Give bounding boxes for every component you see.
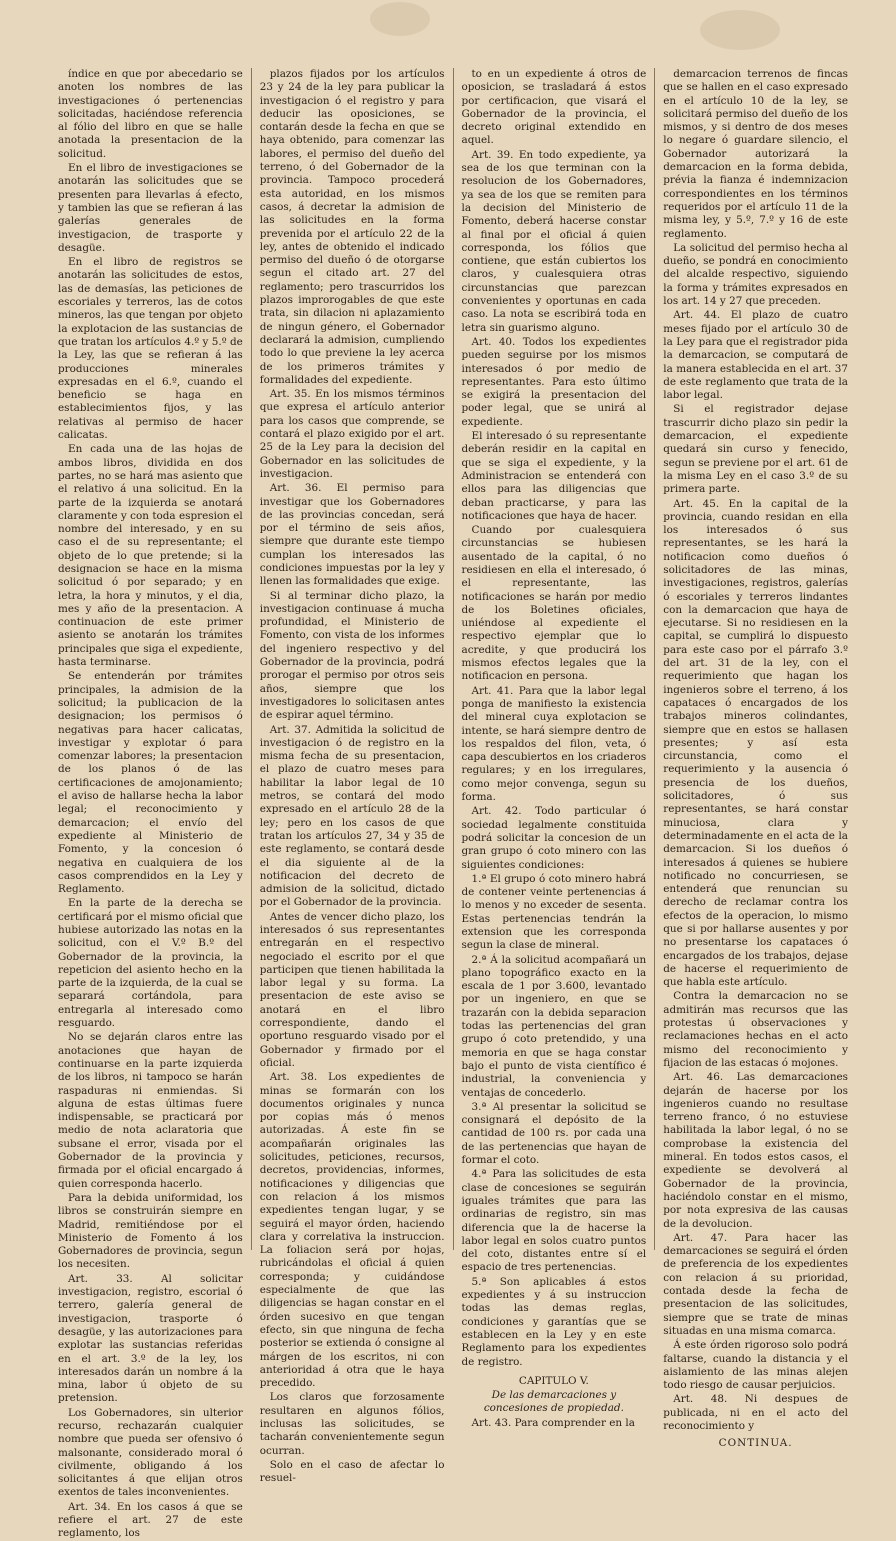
paragraph: En la parte de la derecha se certificará por el mismo oficial que hubiese autorizado las notas en la solicitud, con el V.º B.º del Gobernador de la provincia, la repeticion del asiento hecho en la parte de la izquierda, de la cual se separará cortándola, para entregarla al interesado como resguardo. <box>58 897 243 1030</box>
paragraph: Á este órden rigoroso solo podrá faltarse, cuando la distancia y el aislamiento de las minas alejen todo riesgo de causar perjuicios. <box>663 1339 848 1392</box>
chapter-subtitle: De las demarcaciones y concesiones de propiedad. <box>483 1389 624 1415</box>
paragraph: Art. 36. El permiso para investigar que los Gobernadores de las provincias concedan, será por el término de seis años, siempre que durante este tiempo cumplan los interesados las condiciones impuestas por la ley y llenen las formalidades que exige. <box>259 482 445 588</box>
paragraph: Art. 44. El plazo de cuatro meses fijado por el artículo 30 de la Ley para que el registrador pida la demarcacion, se computará de la manera establecida en el art. 37 de este reglamento que trata de la labor legal. <box>663 309 848 402</box>
chapter-heading: CAPITULO V. <box>518 1374 589 1387</box>
paragraph: La solicitud del permiso hecha al dueño, se pondrá en conocimiento del alcalde respectivo, siguiendo la forma y trámites expresados en los art. 14 y 27 que preceden. <box>663 241 848 308</box>
paragraph: En el libro de registros se anotarán las solicitudes de estos, las de demasías, las peticiones de escoriales y terreros, las de cotos mineros, las que tengan por objeto la explotacion de las sustancias de que tratan los artículos 4.º y 5.º de la Ley, las que se refieran á las producciones minerales expresadas en el 6.º, cuando el beneficio se haga en establecimientos fijos, y las relativas al permiso de hacer calicatas. <box>58 256 243 442</box>
paragraph: índice en que por abecedario se anoten los nombres de las investigaciones ó pertenencias solicitadas, haciéndose referencia al fólio del libro en que se halle anotada la presentacion de la solicitud. <box>58 68 243 160</box>
paragraph: Se entenderán por trámites principales, la admision de la solicitud; la publicacion de la designacion; los permisos ó negativas para hacer calicatas, investigar y explotar ó para comenzar labores; la presentacion de los planos ó de las certificaciones de amojonamiento; el aviso de hallarse hecha la labor legal; el reconocimiento y demarcacion; el envío del expediente al Ministerio de Fomento, y la concesion ó negativa en cualquiera de los casos comprendidos en la Ley y Reglamento. <box>58 670 243 896</box>
paragraph: 5.ª Son aplicables á estos expedientes y á su instruccion todas las demas reglas, condiciones y garantías que se establecen en la Ley y en este Reglamento para los expedientes de registro. <box>461 1275 647 1368</box>
stain <box>560 70 580 90</box>
paragraph: 2.ª Á la solicitud acompañará un plano topográfico exacto en la escala de 1 por 3.600, levantado por un ingeniero, en que se trazarán con la debida separacion todas las pertenencias del gran grupo ó coto pretendido, y una memoria en que se haga constar bajo el punto de vista científico é industrial, la conveniencia y ventajas de concederlo. <box>461 953 647 1099</box>
paragraph: 4.ª Para las solicitudes de esta clase de concesiones se seguirán iguales trámites que para las ordinarias de registro, sin mas diferencia que la de hacerse la labor legal en solos cuatro puntos del coto, distantes entre sí el espacio de tres pertenencias. <box>461 1168 647 1274</box>
paragraph: Si al terminar dicho plazo, la investigacion continuase á mucha profundidad, el Ministerio de Fomento, con vista de los informes del ingeniero respectivo y del Gobernador de la provincia, podrá prorogar el permiso por otros seis años, siempre que los investigadores lo solicitasen antes de espirar aquel término. <box>259 589 445 722</box>
paragraph: El interesado ó su representante deberán residir en la capital en que se siga el expediente, y la Administracion se entenderá con ellos para las diligencias que deban practicarse, y para las notificaciones que haya de hacer. <box>461 430 647 522</box>
paragraph: 3.ª Al presentar la solicitud se consignará el depósito de la cantidad de 100 rs. por cada una de las pertenencias que hayan de formar el coto. <box>461 1100 647 1167</box>
paragraph: Antes de vencer dicho plazo, los interesados ó sus representantes entregarán en el respectivo negociado el escrito por el que participen que tienen habilitada la labor legal y su forma. La presentacion de este aviso se anotará en el libro correspondiente, dando el oportuno resguardo visado por el Gobernador y firmado por el oficial. <box>259 910 445 1069</box>
paragraph: Art. 39. En todo expediente, ya sea de los que terminan con la resolucion de los Gobernadores, ya sea de los que se remiten para la decision del Ministerio de Fomento, deberá hacerse constar al final por el oficial á quien corresponda, los fólios que contiene, que están cubiertos los claros, y cualesquiera otras circunstancias que parezcan convenientes y oportunas en cada caso. La nota se escribirá toda en letra sin guarismo alguno. <box>461 148 647 334</box>
paragraph: Art. 42. Todo particular ó sociedad legalmente constituida podrá solicitar la concesion de un gran grupo ó coto minero con las siguientes condiciones: <box>461 805 647 871</box>
paragraph: Art. 40. Todos los expedientes pueden seguirse por los mismos interesados ó por medio de representantes. Para esto último se exigirá la presentacion del poder legal, que se unirá al expediente. <box>461 335 647 428</box>
column-1 <box>50 68 251 1540</box>
paragraph: Cuando por cualesquiera circunstancias se hubiesen ausentado de la capital, ó no residiesen en ella el interesado, ó el representante, las notificaciones se harán por medio de los Boletines oficiales, uniéndose al expediente el respectivo ejemplar que lo acredite, y que producirá los mismos efectos legales que la notificacion en persona. <box>461 524 647 683</box>
stain <box>370 2 430 36</box>
paragraph: Solo en el caso de afectar lo resuel- <box>259 1458 445 1485</box>
paragraph: demarcacion terrenos de fincas que se hallen en el caso expresado en el artículo 10 de la ley, se solicitará permiso del dueño de los mismos, y si dentro de dos meses lo negare ó guardare silencio, el Gobernador autorizará la demarcacion en la forma debida, prévia la fianza é indemnizacion correspondientes en los términos requeridos por el artículo 11 de la misma ley, y 5.º, 7.º y 16 de este reglamento. <box>663 68 848 240</box>
paragraph: Art. 46. Las demarcaciones dejarán de hacerse por los ingenieros cuando no resultase terreno franco, ó no estuviese habilitada la labor legal, ó no se comprobase la existencia del mineral. En todos estos casos, el expediente se devolverá al Gobernador de la provincia, haciéndolo constar en el mismo, por nota expresiva de las causas de la devolucion. <box>663 1071 848 1230</box>
column-2 <box>251 68 453 1485</box>
paragraph: Art. 45. En la capital de la provincia, cuando residan en ella los interesados ó sus representantes, se les hará la notificacion como dueños ó solicitadores de las minas, investigaciones, registros, galerías ó escoriales y terreros lindantes con la demarcacion que haya de ejecutarse. Si no residiesen en la capital, se cumplirá lo dispuesto para este caso por el párrafo 3.º del art. 31 de la ley, con el requerimiento que hagan los ingenieros sobre el terreno, á los capataces ó encargados de los trabajos mineros colindantes, siempre que en estos se hallasen presentes; y así esta circunstancia, como el requerimiento y la ausencia ó presencia de los dueños, solicitadores, ó sus representantes, se hará constar minuciosa, clara y determinadamente en el acta de la demarcacion. Si los dueños ó interesados á quienes se hubiere notificado no concurriesen, se entenderá que renuncian su derecho de reclamar contra los efectos de la operacion, lo mismo que si por hallarse ausentes y por no presentarse los capataces ó encargados de los trabajos, dejase de hacerse el requerimiento de que habla este artículo. <box>663 497 848 989</box>
paragraph: Art. 48. Ni despues de publicada, ni en el acto del reconocimiento y <box>663 1393 848 1432</box>
column-4 <box>654 68 856 1450</box>
paragraph: Art. 43. Para comprender en la <box>471 1416 635 1429</box>
text-columns <box>50 68 856 1540</box>
paragraph: En el libro de investigaciones se anotarán las solicitudes que se presenten para llevarlas á efecto, y tambien las que se refieran á las galerías generales de investigacion, de trasporte y desagüe. <box>58 162 243 254</box>
paragraph: Para la debida uniformidad, los libros se construirán siempre en Madrid, remitiéndose por el Ministerio de Fomento á los Gobernadores de provincia, segun los necesiten. <box>58 1191 243 1271</box>
paragraph: Art. 35. En los mismos términos que expresa el artículo anterior para los casos que comprende, se contará el plazo exigido por el art. 25 de la Ley para la decision del Gobernador en las solicitudes de investigacion. <box>259 388 445 480</box>
paragraph: Art. 41. Para que la labor legal ponga de manifiesto la existencia del mineral cuya explotacion se intente, se hará siempre dentro de los respaldos del filon, veta, ó capa descubiertos en los criaderos regulares; y en los irregulares, como mejor convenga, segun su forma. <box>461 684 647 804</box>
paragraph: Los Gobernadores, sin ulterior recurso, rechazarán cualquier nombre que pueda ser ofensivo ó malsonante, considerado moral ó civilmente, obligando á los solicitantes á que elijan otros exentos de tales inconvenientes. <box>58 1406 243 1499</box>
paragraph: Art. 33. Al solicitar investigacion, registro, escorial ó terrero, galería general de investigacion, trasporte ó desagüe, y las autorizaciones para explotar las sustancias referidas en el art. 3.º de la ley, los interesados darán un nombre á la mina, labor ú objeto de su pretension. <box>58 1272 243 1405</box>
paragraph: Si el registrador dejase trascurrir dicho plazo sin pedir la demarcacion, el expediente quedará sin curso y fenecido, segun se previene por el art. 61 de la misma Ley en el caso 3.º de su primera parte. <box>663 403 848 496</box>
paragraph: Art. 34. En los casos á que se refiere el art. 27 de este reglamento, los <box>58 1500 243 1540</box>
paragraph: Los claros que forzosamente resultaren en algunos fólios, inclusas las solicitudes, se tacharán convenientemente segun ocurran. <box>259 1391 445 1457</box>
paragraph: Art. 47. Para hacer las demarcaciones se seguirá el órden de preferencia de los expedientes con relacion á su prioridad, contada desde la fecha de presentacion de las solicitudes, siempre que se trate de minas situadas en una misma comarca. <box>663 1231 848 1337</box>
paragraph: Art. 38. Los expedientes de minas se formarán con los documentos originales y nunca por copias más ó menos autorizadas. Á este fin se acompañarán originales las solicitudes, peticiones, recursos, decretos, providencias, informes, notificaciones y diligencias que con relacion á los mismos expedientes tengan lugar, y se seguirá el mayor órden, haciendo clara y correlativa la instruccion. La foliacion será por hojas, rubricándolas el oficial á quien corresponda; y cuidándose especialmente de que las diligencias se hagan constar en el órden sucesivo en que tengan efecto, sin que ninguna de fecha posterior se extienda ó consigne al márgen de los escritos, ni con anterioridad á otra que le haya precedido. <box>259 1071 445 1390</box>
paragraph: Contra la demarcacion no se admitirán mas recursos que las protestas ú observaciones y reclamaciones hechas en el acto mismo del reconocimiento y fijacion de las estacas ó mojones. <box>663 990 848 1069</box>
paragraph: plazos fijados por los artículos 23 y 24 de la ley para publicar la investigacion ó el registro y para deducir las oposiciones, se contarán desde la fecha en que se haya obtenido, para comenzar las labores, el permiso del dueño del terreno, ó del Gobernador de la provincia. Tampoco procederá esta autoridad, en los mismos casos, á decretar la admision de las solicitudes en la forma prevenida por el artículo 22 de la ley, antes de obtenido el indicado permiso del dueño ó de otorgarse segun el citado art. 27 del reglamento; pero trascurridos los plazos improrogables de que este trata, sin dilacion ni aplazamiento de ningun género, el Gobernador declarará la admision, cumpliendo todo lo que previene la ley acerca de los primeros trámites y formalidades del expediente. <box>259 68 445 386</box>
paragraph: No se dejarán claros entre las anotaciones que hayan de continuarse en la parte izquierda de los libros, ni tampoco se harán raspaduras ni enmiendas. Si alguna de estas últimas fuere indispensable, se practicará por medio de nota aclaratoria que subsane el error, visada por el Gobernador de la provincia y firmada por el oficial encargado á quien corresponda hacerlo. <box>58 1031 243 1190</box>
paragraph: to en un expediente á otros de oposicion, se trasladará á estos por certificacion, que visará el Gobernador de la provincia, el decreto original extendido en aquel. <box>461 68 647 147</box>
paragraph: 1.ª El grupo ó coto minero habrá de contener veinte pertenencias á lo menos y no exceder de sesenta. Estas pertenencias tendrán la extension que les corresponda segun la clase de mineral. <box>461 872 647 952</box>
paragraph: Art. 37. Admitida la solicitud de investigacion ó de registro en la misma fecha de su presentacion, el plazo de cuatro meses para habilitar la labor legal de 10 metros, se contará del modo expresado en el artículo 28 de la ley; pero en los casos de que tratan los artículos 27, 34 y 35 de este reglamento, se contará desde el dia siguiente al de la notificacion del decreto de admision de la solicitud, dictado por el Gobernador de la provincia. <box>259 723 445 909</box>
stain <box>700 10 780 50</box>
paragraph: En cada una de las hojas de ambos libros, dividida en dos partes, no se hará mas asiento que el relativo á una solicitud. En la parte de la izquierda se anotará claramente y con toda espresion el nombre del interesado, y en su caso el de su representante; el objeto de lo que pretende; si la designacion se hace en la misma solicitud ó por separado; y en letra, la hora y minutos, y el dia, mes y año de la presentacion. A continuacion de este primer asiento se anotarán los trámites principales que siga el expediente, hasta terminarse. <box>58 443 243 669</box>
continua-note: CONTINUA. <box>718 1437 793 1450</box>
column-3 <box>453 68 655 1429</box>
